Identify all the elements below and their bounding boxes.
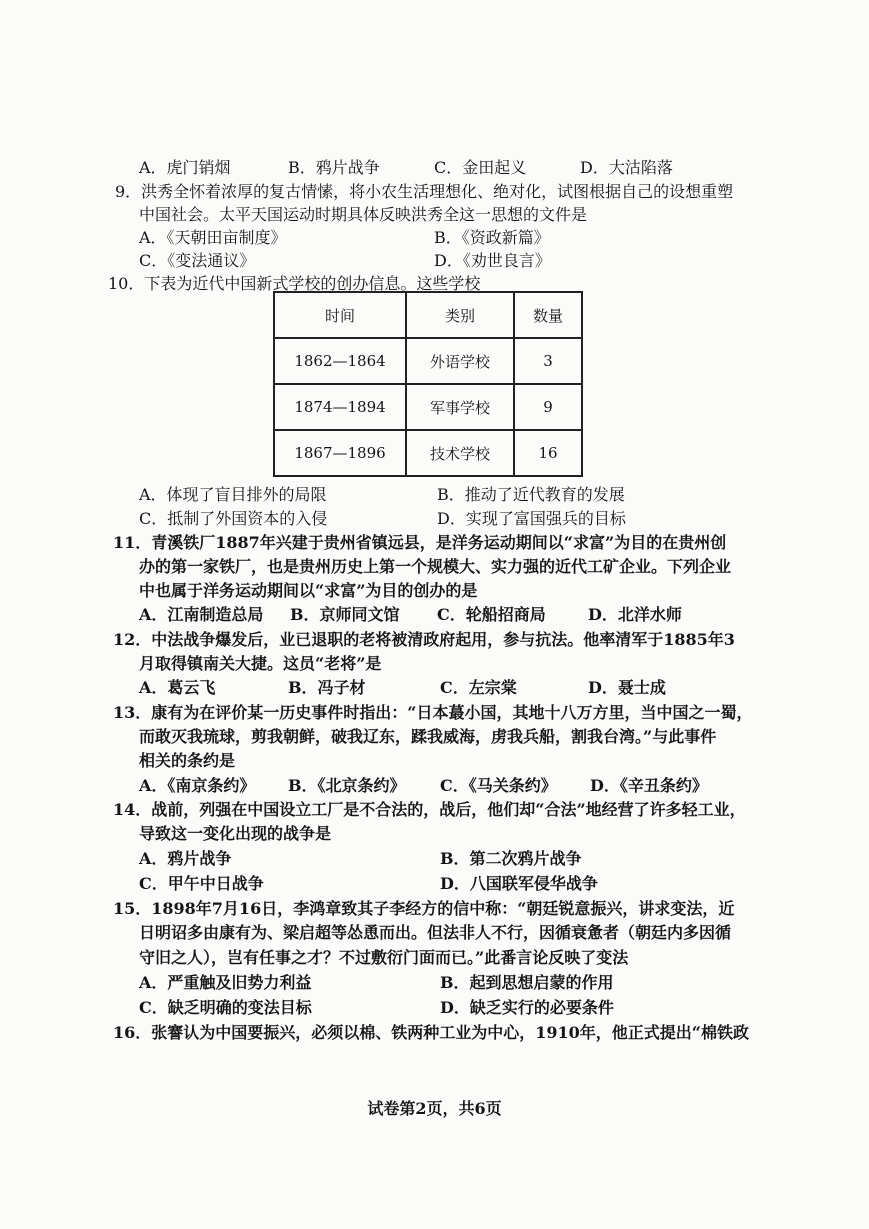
table-row	[274, 384, 582, 430]
q15-option-d: D．缺乏实行的必要条件	[440, 998, 614, 1017]
table-cell: 9	[514, 384, 582, 430]
q11-stem-line1: 11．青溪铁厂1887年兴建于贵州省镇远县，是洋务运动期间以“求富”为目的在贵州创	[113, 533, 727, 552]
q9-stem-line2: 中国社会。太平天国运动时期具体反映洪秀全这一思想的文件是	[139, 205, 588, 224]
q13-stem-line3: 相关的条约是	[139, 751, 236, 770]
q9-option-c: C．《变法通议》	[139, 251, 256, 270]
q9-option-b: B．《资政新篇》	[434, 228, 550, 247]
table-header-row	[274, 292, 582, 338]
q14-option-d: D．八国联军侵华战争	[440, 874, 598, 893]
q12-option-b: B．冯子材	[288, 678, 366, 697]
page-footer: 试卷第2页，共6页	[367, 1099, 502, 1118]
table-cell: 1862—1864	[274, 338, 406, 384]
q11-option-c: C．轮船招商局	[437, 605, 546, 624]
q13-option-a: A．《南京条约》	[139, 776, 256, 795]
q14-stem-line1: 14．战前，列强在中国设立工厂是不合法的，战后，他们却“合法”地经营了许多轻工业，	[113, 800, 746, 819]
table-cell: 3	[514, 338, 582, 384]
q12-stem-line2: 月取得镇南关大捷。这员“老将”是	[139, 654, 382, 673]
q10-option-a: A．体现了盲目排外的局限	[139, 485, 327, 504]
q16-stem-line1: 16．张謇认为中国要振兴，必须以棉、铁两种工业为中心，1910年，他正式提出“棉铁政	[113, 1023, 750, 1042]
q15-option-b: B．起到思想启蒙的作用	[440, 973, 614, 992]
table-row	[274, 338, 582, 384]
q15-stem-line1: 15．1898年7月16日，李鸿章致其子李经方的信中称：“朝廷锐意振兴，讲求变法，近	[113, 899, 735, 918]
table-row	[274, 430, 582, 476]
q12-stem-line1: 12．中法战争爆发后，业已退职的老将被清政府起用，参与抗法。他率清军于1885年3	[113, 630, 735, 649]
q12-option-c: C．左宗棠	[440, 678, 517, 697]
q11-option-d: D．北洋水师	[588, 605, 682, 624]
q14-option-a: A．鸦片战争	[139, 849, 232, 868]
q14-stem-line2: 导致这一变化出现的战争是	[139, 824, 332, 843]
table-cell: 军事学校	[406, 384, 514, 430]
q15-stem-line3: 守旧之人），岂有任事之才？不过敷衍门面而已。”此番言论反映了变法	[139, 948, 629, 967]
q13-stem-line2: 而敢灭我琉球，剪我朝鲜，破我辽东，蹂我威海，虏我兵船，割我台湾。”与此事件	[139, 727, 717, 746]
q10-option-d: D．实现了富国强兵的目标	[437, 509, 626, 528]
q8-option-b: B．鸦片战争	[288, 158, 380, 177]
table-cell: 1874—1894	[274, 384, 406, 430]
school-info-table	[273, 291, 583, 477]
q8-option-a: A．虎门销烟	[139, 158, 231, 177]
q11-stem-line2: 办的第一家铁厂，也是贵州历史上第一个规模大、实力强的近代工矿企业。下列企业	[139, 557, 732, 576]
table-cell: 1867—1896	[274, 430, 406, 476]
q15-stem-line2: 日明诏多由康有为、梁启超等怂恿而出。但法非人不行，因循衰惫者（朝廷内多因循	[139, 923, 732, 942]
q12-option-d: D．聂士成	[588, 678, 666, 697]
table-cell: 外语学校	[406, 338, 514, 384]
q11-option-b: B．京师同文馆	[290, 605, 400, 624]
q12-option-a: A．葛云飞	[139, 678, 216, 697]
table-cell: 16	[514, 430, 582, 476]
table-header: 类别	[406, 292, 514, 338]
q15-option-c: C．缺乏明确的变法目标	[139, 998, 312, 1017]
q10-option-b: B．推动了近代教育的发展	[437, 485, 625, 504]
q13-stem-line1: 13．康有为在评价某一历史事件时指出：“日本蕞小国，其地十八万方里，当中国之一蜀，	[113, 703, 753, 722]
q14-option-c: C．甲午中日战争	[139, 874, 264, 893]
q14-option-b: B．第二次鸦片战争	[440, 849, 582, 868]
q11-option-a: A．江南制造总局	[139, 605, 264, 624]
q13-option-d: D．《辛丑条约》	[590, 776, 708, 795]
q9-option-a: A．《天朝田亩制度》	[139, 228, 287, 247]
table-header: 时间	[274, 292, 406, 338]
q13-option-c: C．《马关条约》	[440, 776, 557, 795]
q8-option-c: C．金田起义	[434, 158, 527, 177]
table-cell: 技术学校	[406, 430, 514, 476]
q10-stem: 10．下表为近代中国新式学校的创办信息。这些学校	[108, 274, 481, 293]
table-header: 数量	[514, 292, 582, 338]
q9-option-d: D．《劝世良言》	[434, 251, 551, 270]
q8-option-d: D．大沽陷落	[580, 158, 673, 177]
q10-option-c: C．抵制了外国资本的入侵	[139, 509, 328, 528]
q15-option-a: A．严重触及旧势力利益	[139, 973, 312, 992]
q11-stem-line3: 中也属于洋务运动期间以“求富”为目的创办的是	[139, 581, 478, 600]
q9-stem-line1: 9．洪秀全怀着浓厚的复古情愫，将小农生活理想化、绝对化，试图根据自己的设想重塑	[115, 182, 734, 201]
q13-option-b: B．《北京条约》	[288, 776, 406, 795]
